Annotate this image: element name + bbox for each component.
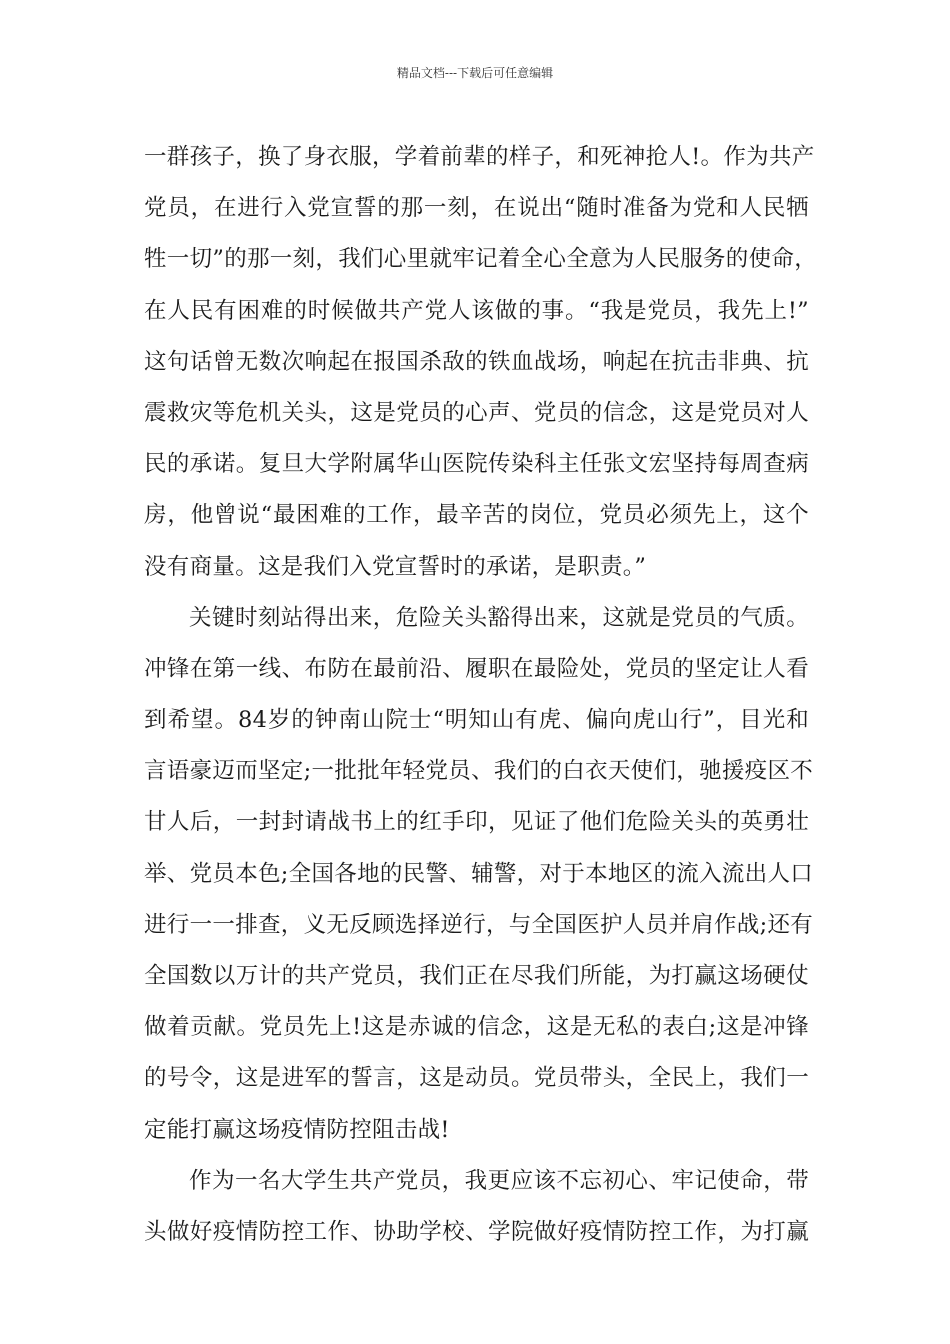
paragraph: [144, 1156, 809, 1258]
text-line: 举、党员本色;全国各地的民警、辅警，对于本地区的流入流出人口: [144, 860, 814, 887]
text-line: 头做好疫情防控工作、协助学校、学院做好疫情防控工作，为打赢: [144, 1218, 809, 1245]
text-line: 在人民有困难的时候做共产党人该做的事。“我是党员，我先上!”: [144, 297, 809, 324]
text-line: 定能打赢这场疫情防控阻击战!: [144, 1116, 450, 1143]
page-header: 精品文档---下载后可任意编辑: [396, 66, 554, 80]
text-line: 民的承诺。复旦大学附属华山医院传染科主任张文宏坚持每周查病: [144, 451, 809, 478]
text-line: 作为一名大学生共产党员，我更应该不忘初心、牢记使命，带: [189, 1167, 809, 1194]
text-line: 全国数以万计的共产党员，我们正在尽我们所能，为打赢这场硬仗: [144, 963, 809, 989]
text-line: 房，他曾说“最困难的工作，最辛苦的岗位，党员必须先上，这个: [144, 502, 809, 529]
text-line: 进行一一排查，义无反顾选择逆行，与全国医护人员并肩作战;还有: [144, 911, 814, 938]
paragraph: [144, 593, 814, 1156]
text-line: 的号令，这是进军的誓言，这是动员。党员带头，全民上，我们一: [144, 1065, 809, 1092]
paragraph: [144, 132, 818, 593]
text-line: 党员，在进行入党宣誓的那一刻，在说出“随时准备为党和人民牺: [144, 195, 809, 222]
text-line: 一群孩子，换了身衣服，学着前辈的样子，和死神抢人!。作为共产: [144, 144, 815, 170]
text-line: 到希望。84岁的钟南山院士“明知山有虎、偏向虎山行”，目光和: [144, 707, 809, 734]
text-line: 牲一切”的那一刻，我们心里就牢记着全心全意为人民服务的使命，: [144, 246, 818, 273]
text-line: 这句话曾无数次响起在报国杀敌的铁血战场，响起在抗击非典、抗: [144, 348, 809, 375]
text-line: 震救灾等危机关头，这是党员的心声、党员的信念，这是党员对人: [144, 399, 809, 426]
body-text: [144, 132, 818, 1258]
text-line: 做着贡献。党员先上!这是赤诚的信念，这是无私的表白;这是冲锋: [144, 1014, 809, 1041]
text-line: 关键时刻站得出来，危险关头豁得出来，这就是党员的气质。: [189, 604, 809, 631]
text-line: 甘人后，一封封请战书上的红手印，见证了他们危险关头的英勇壮: [144, 809, 809, 836]
text-line: 冲锋在第一线、布防在最前沿、履职在最险处，党员的坚定让人看: [144, 655, 809, 682]
text-line: 言语豪迈而坚定;一批批年轻党员、我们的白衣天使们，驰援疫区不: [144, 758, 814, 785]
text-line: 没有商量。这是我们入党宣誓时的承诺，是职责。”: [144, 553, 647, 580]
